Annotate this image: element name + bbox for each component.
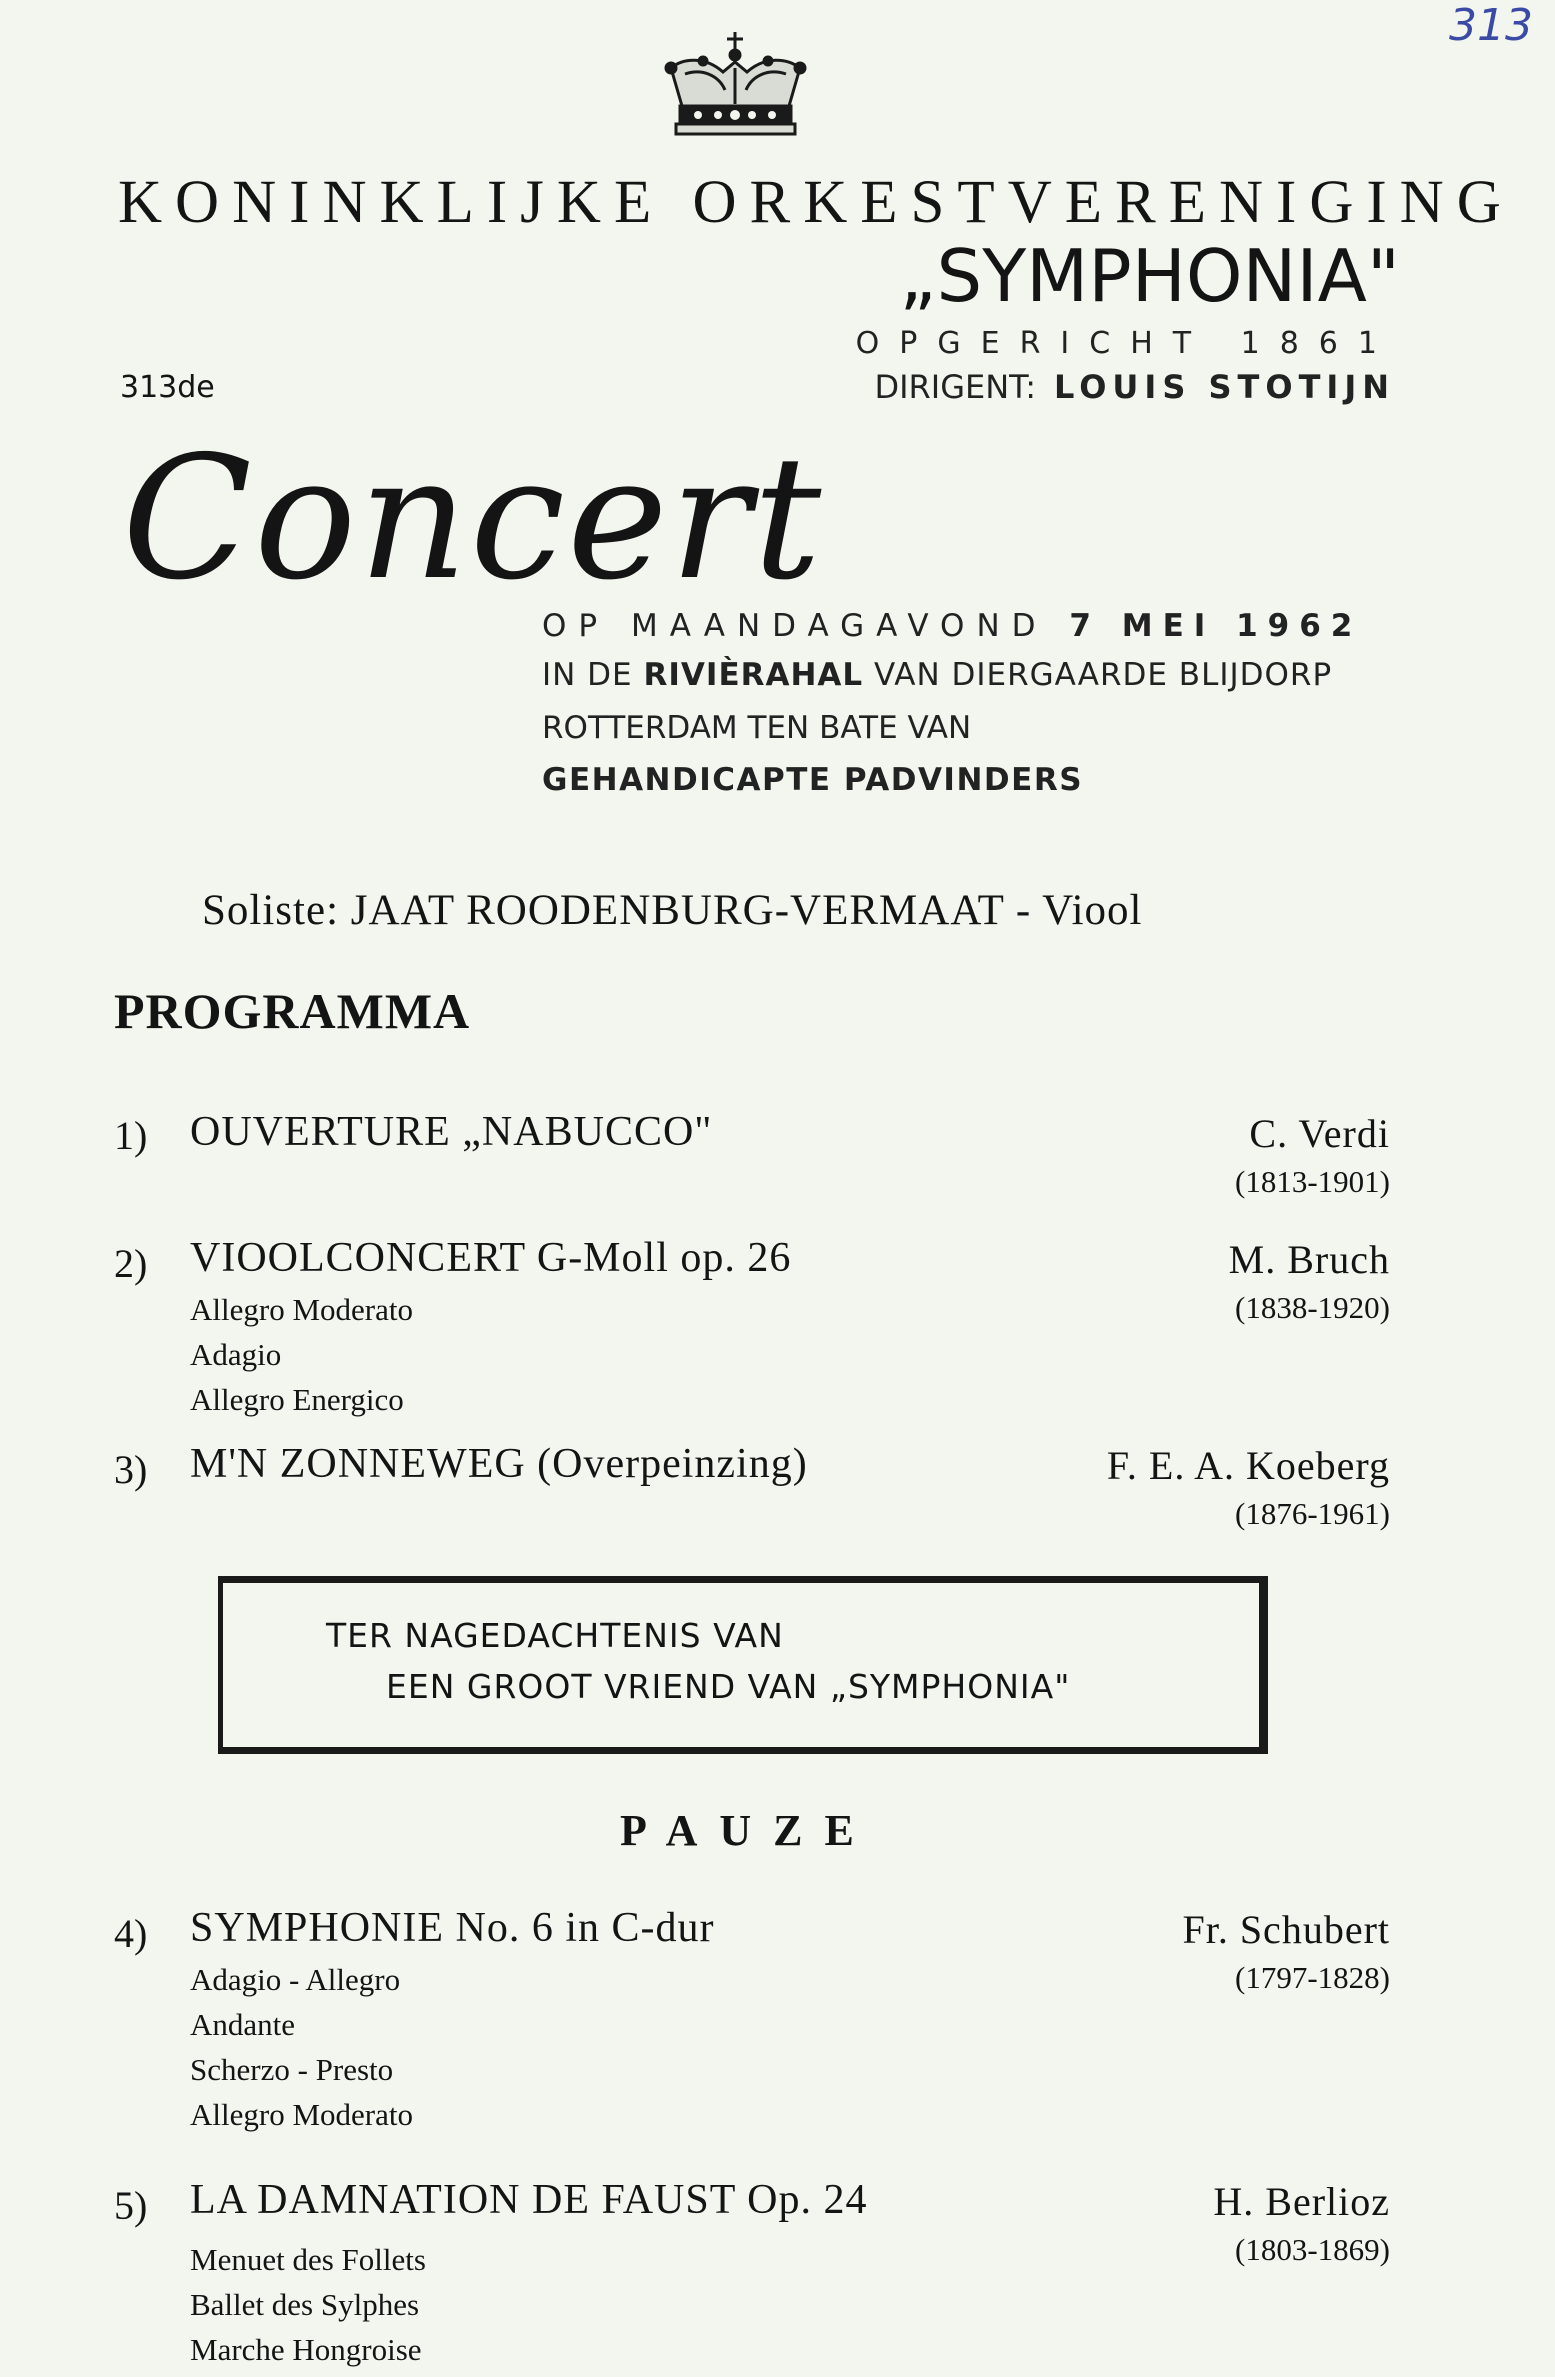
composer-years: (1813-1901)	[1235, 1164, 1390, 1199]
composer-name: Fr. Schubert	[1182, 1907, 1390, 1952]
item-number: 2)	[114, 1241, 148, 1286]
composer-name: C. Verdi	[1249, 1111, 1390, 1156]
page-number: 313	[1449, 0, 1533, 51]
composer-years: (1876-1961)	[1235, 1496, 1390, 1531]
society-name: KONINKLIJKE ORKESTVERENIGING	[118, 169, 1514, 236]
composer-years: (1838-1920)	[1235, 1290, 1390, 1325]
venue-prefix: IN DE	[542, 657, 633, 693]
venue-line	[542, 657, 1332, 693]
orchestra-name: „SYMPHONIA"	[899, 234, 1400, 318]
item-number: 5)	[114, 2183, 148, 2228]
date-line	[542, 608, 1362, 644]
work-title: OUVERTURE „NABUCCO"	[190, 1109, 713, 1155]
conductor-label: DIRIGENT:	[874, 368, 1036, 406]
memorial-line-2: EEN GROOT VRIEND VAN „SYMPHONIA"	[386, 1667, 1071, 1706]
crown-icon	[663, 28, 808, 140]
composer-name: M. Bruch	[1228, 1237, 1390, 1282]
work-title: M'N ZONNEWEG (Overpeinzing)	[190, 1441, 808, 1487]
memorial-box	[218, 1576, 1268, 1754]
work-title: VIOOLCONCERT G-Moll op. 26	[190, 1235, 792, 1281]
date-prefix: OP MAANDAGAVOND	[542, 608, 1048, 644]
movements-list: Allegro Moderato Adagio Allegro Energico	[190, 1292, 413, 1417]
composer-years: (1797-1828)	[1235, 1960, 1390, 1995]
concert-heading: Concert	[122, 420, 824, 618]
composer-name: F. E. A. Koeberg	[1106, 1443, 1390, 1488]
soloist-line: Soliste: JAAT ROODENBURG-VERMAAT - Viool	[202, 887, 1143, 934]
founded-line: OPGERICHT 1861	[855, 326, 1397, 361]
venue-hall: RIVIÈRAHAL	[643, 657, 864, 693]
composer-name: H. Berlioz	[1213, 2179, 1390, 2224]
conductor-line	[874, 368, 1395, 406]
beneficiary: GEHANDICAPTE PADVINDERS	[542, 762, 1084, 798]
movements-list: Adagio - Allegro Andante Scherzo - Presto Allegro Moderato	[190, 1962, 413, 2132]
work-title: LA DAMNATION DE FAUST Op. 24	[190, 2177, 868, 2223]
programme-title: PROGRAMMA	[114, 983, 471, 1039]
conductor-name: LOUIS STOTIJN	[1053, 368, 1395, 406]
composer-years: (1803-1869)	[1235, 2232, 1390, 2267]
work-title: SYMPHONIE No. 6 in C-dur	[190, 1905, 715, 1951]
item-number: 1)	[114, 1113, 148, 1158]
edition-number: 313de	[120, 370, 215, 405]
city-line: ROTTERDAM TEN BATE VAN	[542, 710, 972, 746]
memorial-line-1: TER NAGEDACHTENIS VAN	[326, 1616, 784, 1655]
date-value: 7 MEI 1962	[1069, 608, 1363, 644]
movements-list: Menuet des Follets Ballet des Sylphes Marche Hongroise	[190, 2242, 426, 2367]
pause-heading: PAUZE	[620, 1806, 876, 1855]
item-number: 4)	[114, 1911, 148, 1956]
venue-suffix: VAN DIERGAARDE BLIJDORP	[874, 657, 1333, 693]
item-number: 3)	[114, 1447, 148, 1492]
